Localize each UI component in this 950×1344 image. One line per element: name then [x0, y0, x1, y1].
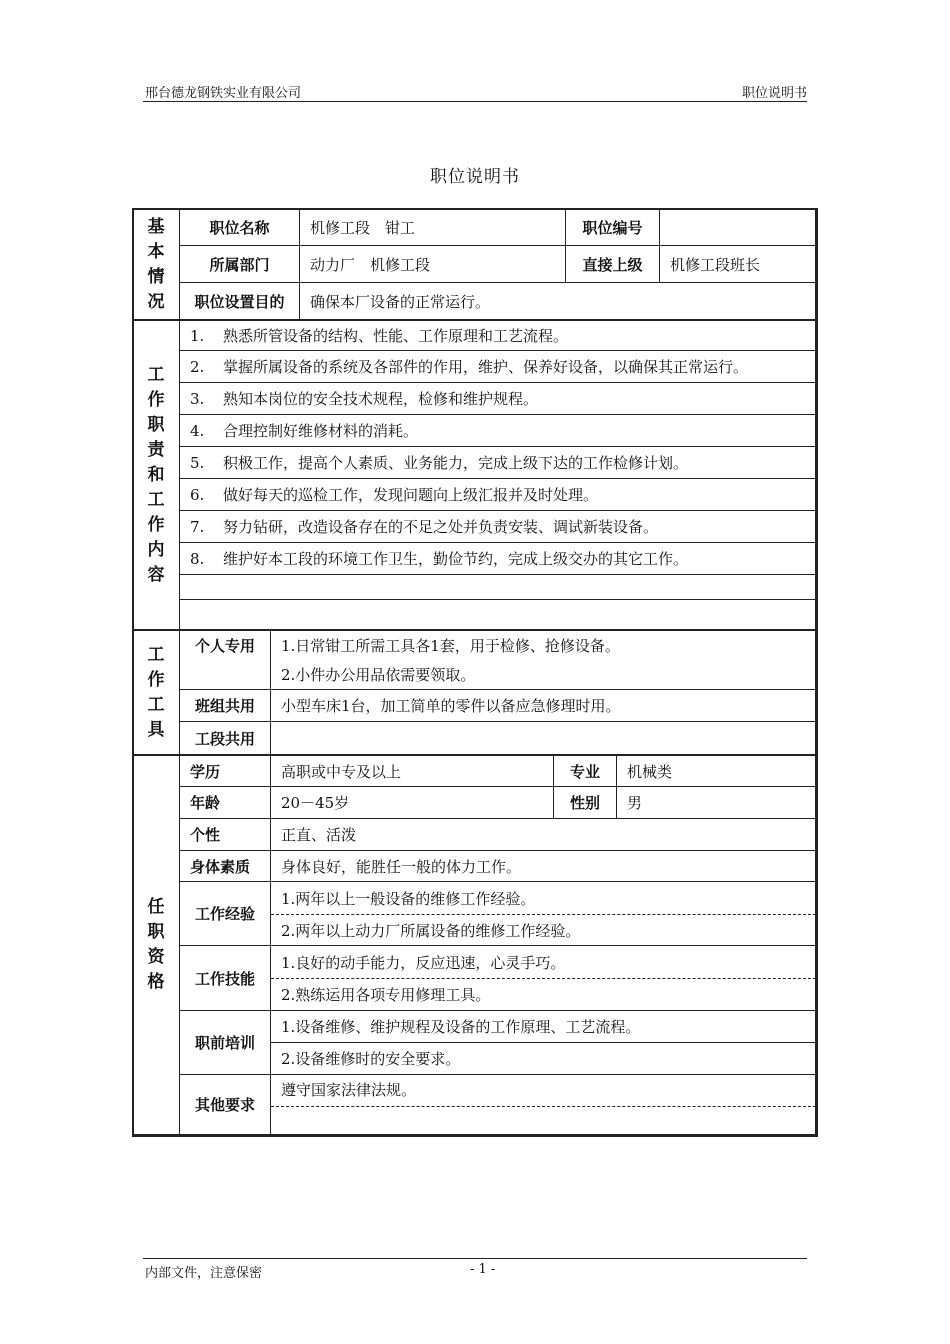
- supervisor-label: 直接上级: [582, 255, 643, 274]
- section-char: 况: [147, 291, 165, 312]
- section-tools-shared-value: [271, 722, 816, 754]
- section-char: 责: [147, 439, 165, 460]
- personal-tools-label: 个人专用: [194, 636, 255, 655]
- physical-label: 身体素质: [190, 857, 251, 876]
- skills-line: 1.良好的动手能力，反应迅速，心灵手巧。: [281, 953, 566, 972]
- section-char: 工: [147, 364, 165, 385]
- section-char: 作: [147, 514, 165, 535]
- gender-value: 男: [627, 794, 643, 812]
- team-tools-value: 小型车床1台，加工简单的零件以备应急修理时用。: [281, 697, 621, 715]
- confidential-note: 内部文件，注意保密: [145, 1266, 263, 1281]
- section-char: 具: [147, 719, 165, 740]
- duty-text: 努力钻研，改造设备存在的不足之处并负责安装、调试新装设备。: [223, 518, 659, 536]
- duty-text: 掌握所属设备的系统及各部件的作用，维护、保养好设备，以确保其正常运行。: [223, 358, 749, 376]
- major-value: 机械类: [627, 762, 673, 781]
- age-label: 年龄: [190, 794, 221, 812]
- duty-item: [180, 351, 816, 382]
- position-name-label: 职位名称: [209, 219, 270, 237]
- personality-value: 正直、活泼: [281, 826, 357, 844]
- section-char: 工: [147, 489, 165, 510]
- department-value: 动力厂 机修工段: [310, 255, 431, 274]
- section-char: 职: [147, 414, 165, 435]
- personal-tools-line: 2.小件办公用品依需要领取。: [281, 665, 476, 684]
- duty-item: [180, 415, 816, 446]
- duty-number: 5.: [190, 453, 205, 472]
- row-line: [180, 599, 816, 600]
- department-label: 所属部门: [209, 255, 270, 274]
- section-char: 资: [147, 947, 165, 967]
- other-requirements-line: [271, 1107, 816, 1134]
- experience-line: 2.两年以上动力厂所属设备的维修工作经验。: [281, 921, 581, 940]
- position-code-label: 职位编号: [582, 219, 643, 237]
- purpose-value: 确保本厂设备的正常运行。: [310, 292, 491, 311]
- duty-text: 积极工作，提高个人素质、业务能力，完成上级下达的工作检修计划。: [223, 454, 689, 472]
- team-tools-label: 班组共用: [194, 697, 255, 715]
- duty-text: 熟悉所管设备的结构、性能、工作原理和工艺流程。: [223, 327, 569, 345]
- duty-text: 做好每天的巡检工作，发现问题向上级汇报并及时处理。: [223, 486, 599, 504]
- duty-item: [180, 543, 816, 574]
- duty-number: 7.: [190, 517, 205, 536]
- training-label: 职前培训: [194, 1034, 255, 1052]
- age-value: 20－45岁: [281, 794, 350, 812]
- purpose-label: 职位设置目的: [194, 292, 285, 311]
- section-tools-shared-label: 工段共用: [194, 729, 255, 748]
- section-char: 本: [147, 241, 165, 262]
- row-line: [180, 574, 816, 575]
- section-char: 格: [147, 972, 165, 992]
- duty-number: 2.: [190, 357, 205, 376]
- education-value: 高职或中专及以上: [281, 762, 402, 781]
- position-code-value: [660, 210, 816, 245]
- other-requirements-label: 其他要求: [194, 1096, 255, 1114]
- page-number: - 1 -: [470, 1262, 496, 1277]
- duty-number: 6.: [190, 485, 205, 504]
- duty-number: 1.: [190, 326, 205, 345]
- experience-line: 1.两年以上一般设备的维修工作经验。: [281, 889, 536, 908]
- section-char: 作: [147, 669, 165, 690]
- other-requirements-line: 遵守国家法律法规。: [281, 1081, 417, 1099]
- major-label: 专业: [569, 762, 600, 781]
- duty-number: 3.: [190, 389, 205, 408]
- personal-tools-line: 1.日常钳工所需工具各1套，用于检修、抢修设备。: [281, 636, 620, 655]
- document-type: 职位说明书: [741, 86, 807, 101]
- duty-text: 维护好本工段的环境工作卫生，勤俭节约，完成上级交办的其它工作。: [223, 550, 689, 568]
- company-name: 邢台德龙钢铁实业有限公司: [145, 86, 302, 101]
- education-label: 学历: [190, 762, 221, 781]
- section-char: 工: [147, 644, 165, 665]
- section-qualifications-label: [133, 756, 179, 1134]
- section-char: 职: [147, 922, 165, 942]
- duty-item: [180, 511, 816, 542]
- section-char: 基: [147, 216, 165, 237]
- section-char: 和: [147, 464, 165, 485]
- training-line: 1.设备维修、维护规程及设备的工作原理、工艺流程。: [281, 1018, 641, 1036]
- supervisor-value: 机修工段班长: [670, 255, 761, 274]
- experience-label: 工作经验: [194, 905, 255, 923]
- duty-item: [180, 447, 816, 478]
- skills-line: 2.熟练运用各项专用修理工具。: [281, 986, 491, 1004]
- duty-item: [180, 479, 816, 510]
- section-char: 情: [147, 266, 165, 287]
- gender-label: 性别: [569, 794, 600, 812]
- position-name-value: 机修工段 钳工: [310, 219, 416, 237]
- duty-text: 合理控制好维修材料的消耗。: [223, 422, 419, 440]
- section-char: 容: [147, 564, 165, 585]
- footer-rule: [143, 1258, 807, 1259]
- section-char: 内: [147, 539, 165, 560]
- physical-value: 身体良好，能胜任一般的体力工作。: [281, 857, 522, 876]
- personality-label: 个性: [190, 826, 221, 844]
- page-title: 职位说明书: [430, 167, 520, 187]
- duty-number: 8.: [190, 549, 205, 568]
- duty-item: [180, 383, 816, 414]
- skills-label: 工作技能: [194, 969, 255, 988]
- section-char: 工: [147, 694, 165, 715]
- duty-item: [180, 321, 816, 350]
- section-char: 作: [147, 389, 165, 410]
- duty-text: 熟知本岗位的安全技术规程，检修和维护规程。: [223, 390, 539, 408]
- training-line: 2.设备维修时的安全要求。: [281, 1050, 461, 1068]
- section-tools-label: [133, 631, 179, 754]
- duty-number: 4.: [190, 421, 205, 440]
- section-basic-label: [133, 210, 179, 319]
- section-char: 任: [147, 897, 165, 917]
- section-duties-label: [133, 321, 179, 629]
- header-rule: [143, 101, 807, 102]
